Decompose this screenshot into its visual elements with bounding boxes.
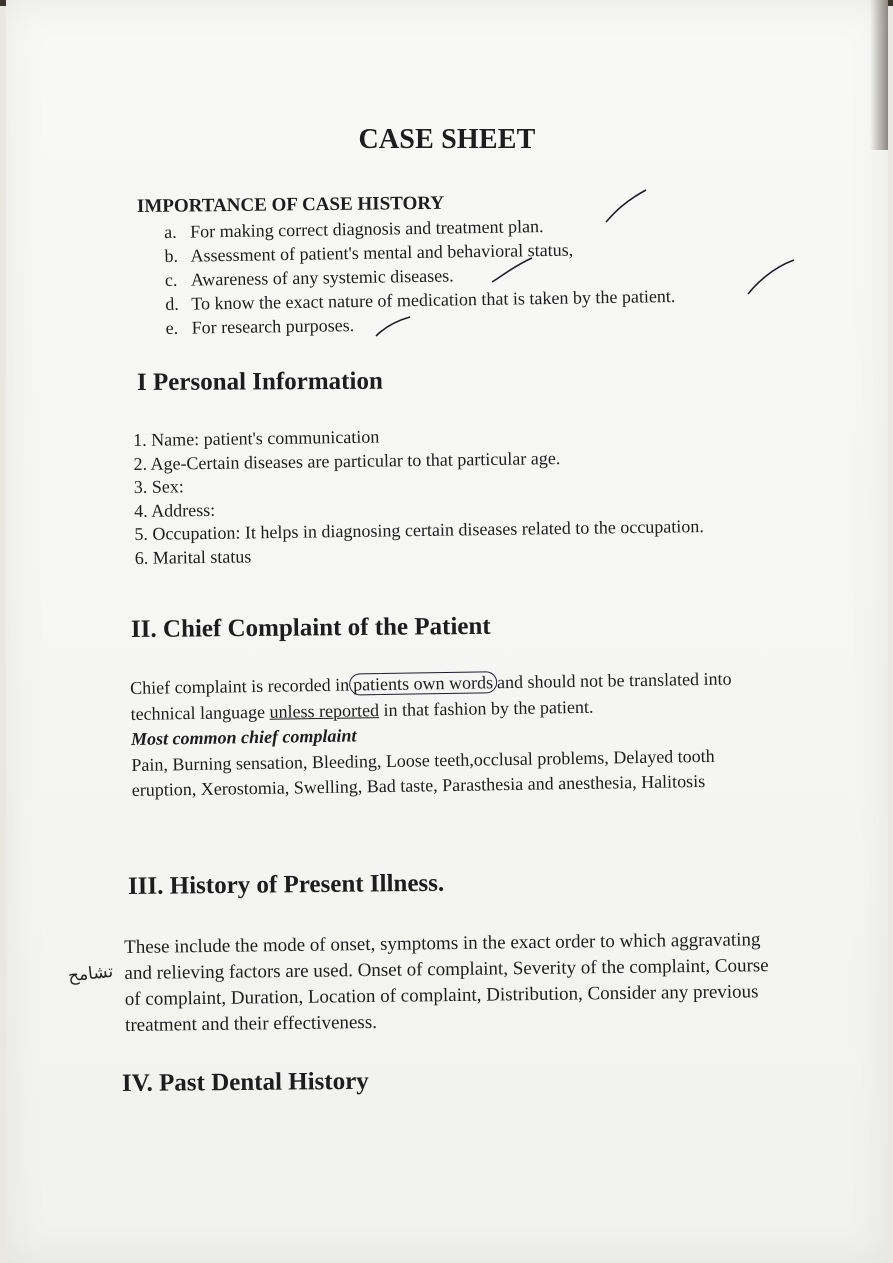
present-illness-paragraph: These include the mode of onset, symptoms in the exact order to which aggravating and relieving factors are used. Onset of complaint, Severity of the complaint, Course of complaint, Duration, Location of complaint, Distribution, Consider any previous treatment and their effectiveness.: [124, 929, 769, 1036]
common-complaint-list: Pain, Burning sensation, Bleeding, Loose teeth,occlusal problems, Delayed tooth eruption, Xerostomia, Swelling, Bad taste, Parasthesia and anesthesia, Halitosis: [131, 745, 715, 800]
section-heading-past-dental: IV. Past Dental History: [121, 1067, 369, 1097]
list-item: a. For making correct diagnosis and treatment plan.: [164, 216, 544, 242]
tick-mark: [374, 314, 414, 340]
list-item: d. To know the exact nature of medication that is taken by the patient.: [165, 285, 676, 314]
list-item: 1. Name: patient's communication: [133, 426, 380, 450]
list-item: 5. Occupation: It helps in diagnosing certain diseases related to the occupation.: [134, 516, 704, 544]
list-item: e. For research purposes.: [165, 315, 355, 338]
document-page: [6, 0, 888, 1263]
list-item: 3. Sex:: [133, 476, 184, 497]
importance-list: [164, 212, 676, 340]
list-item: 2. Age-Certain diseases are particular to that particular age.: [133, 447, 561, 474]
document-title: CASE SHEET: [358, 124, 536, 155]
section-heading-present-illness: III. History of Present Illness.: [127, 869, 445, 900]
chief-complaint-paragraph: Chief complaint is recorded in patients own words and should not be translated into technical language unless reported in that fashion by the patient. Most common chief complaint Pain, Burning sensation, Bleeding, Loose teeth,occlusal problems, Delayed tooth eruption, Xerostomia, Swelling, Bad taste, Parasthesia and anesthesia, Halitosis: [130, 668, 732, 800]
common-complaint-subheading: Most common chief complaint: [130, 725, 357, 749]
handwritten-margin-note: تشامح: [67, 961, 115, 987]
list-item: 4. Address:: [133, 499, 216, 521]
circled-phrase: patients own words: [349, 671, 497, 695]
underlined-phrase: unless reported: [269, 699, 380, 722]
tick-mark: [490, 256, 536, 286]
importance-heading: IMPORTANCE OF CASE HISTORY: [136, 192, 445, 217]
list-item: b. Assessment of patient's mental and behavioral status,: [164, 239, 574, 266]
personal-info-list: [133, 421, 735, 570]
list-item: 6. Marital status: [134, 545, 252, 568]
list-item: c. Awareness of any systemic diseases.: [164, 265, 454, 290]
section-heading-chief-complaint: II. Chief Complaint of the Patient: [130, 612, 491, 643]
tick-mark: [746, 258, 798, 298]
section-heading-personal: I Personal Information: [136, 367, 383, 396]
tick-mark: [602, 188, 652, 228]
